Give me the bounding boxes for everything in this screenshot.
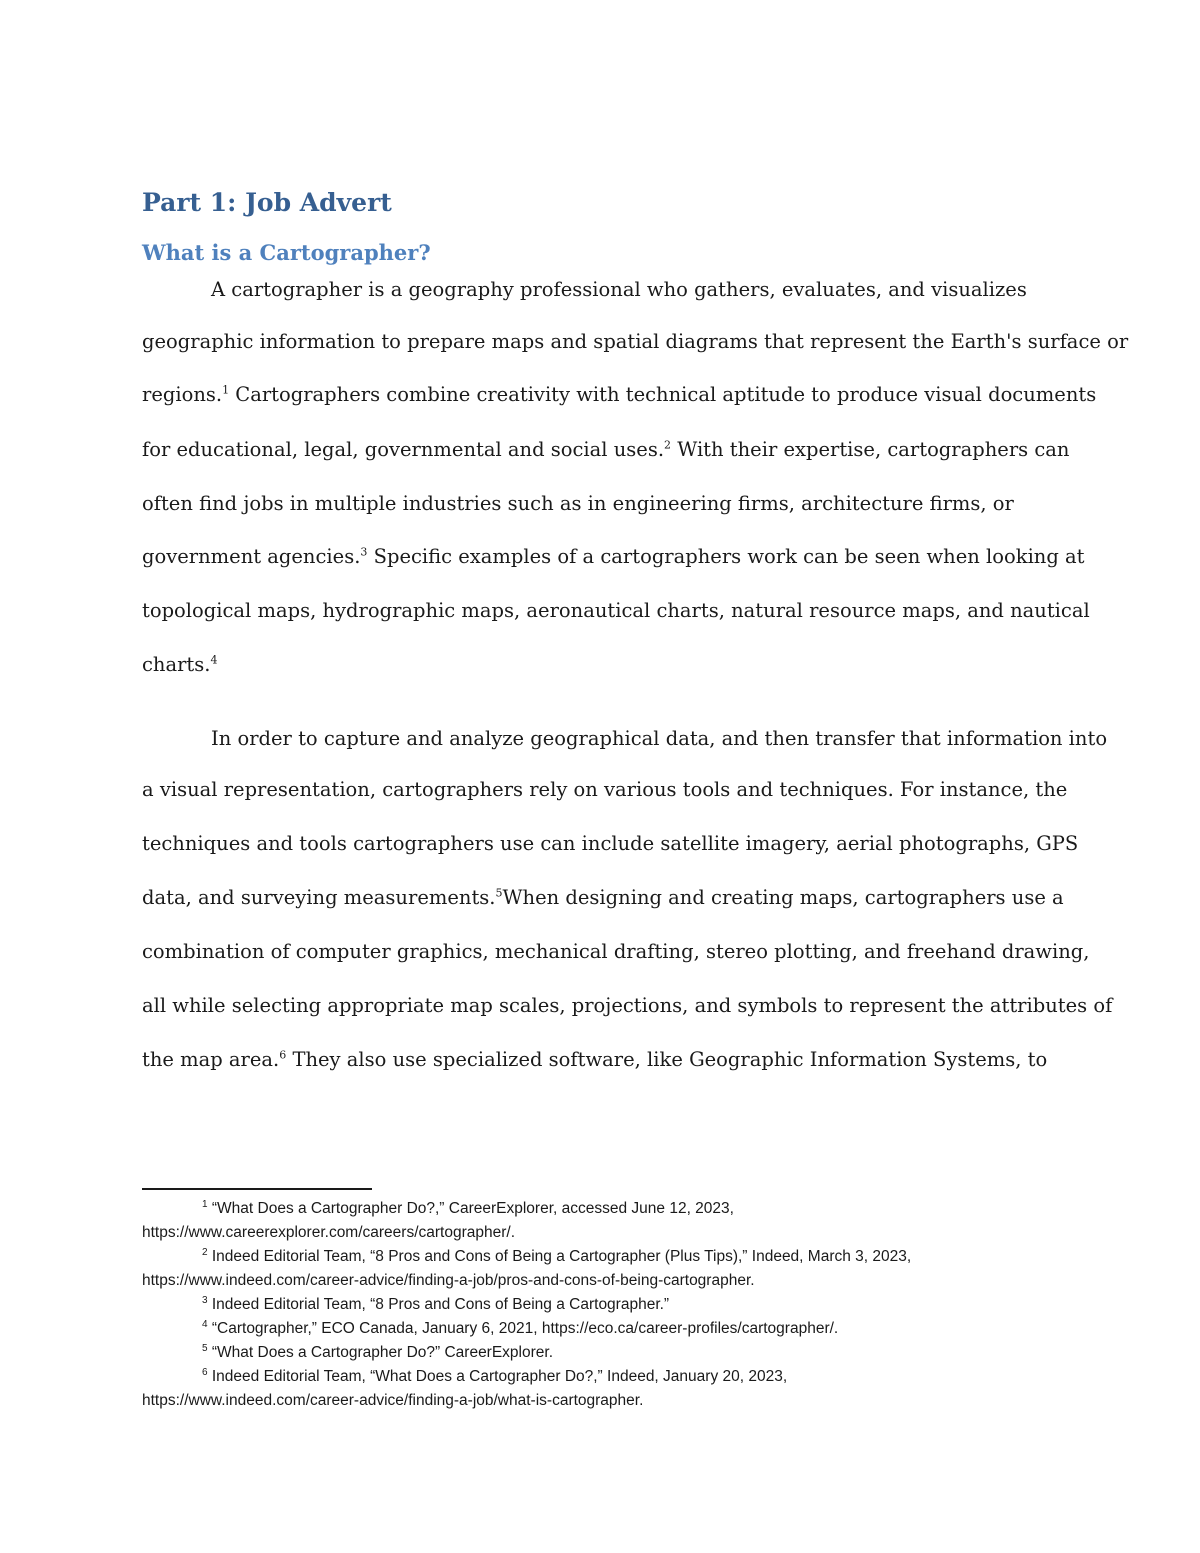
footnote-5	[202, 1343, 553, 1363]
footnote-ref-2[interactable]: 2	[664, 438, 672, 452]
text-run: the map area.	[142, 1048, 280, 1071]
paragraph-2-line-3: techniques and tools cartographers use can include satellite imagery, aerial photographs, GPS	[142, 832, 1079, 855]
footnote-ref-5[interactable]: 5	[495, 886, 503, 900]
footnote-ref-3[interactable]: 3	[360, 545, 368, 559]
footnote-ref-6[interactable]: 6	[279, 1048, 287, 1062]
text-run: With their expertise, cartographers can	[671, 438, 1070, 461]
footnote-separator	[142, 1188, 372, 1190]
text-run: Specific examples of a cartographers work can be seen when looking at	[367, 545, 1085, 568]
paragraph-1-line-5: often find jobs in multiple industries such as in engineering firms, architecture firms, or	[142, 492, 1014, 515]
footnote-ref-1[interactable]: 1	[222, 383, 230, 397]
footnote-mark-3: 3	[202, 1294, 208, 1306]
section-heading: What is a Cartographer?	[142, 240, 431, 265]
footnote-mark-6: 6	[202, 1366, 208, 1378]
text-run: Indeed Editorial Team, “What Does a Cartographer Do?,” Indeed, January 20, 2023,	[207, 1368, 788, 1385]
paragraph-2-line-2: a visual representation, cartographers rely on various tools and techniques. For instance, the	[142, 778, 1068, 801]
text-run: “What Does a Cartographer Do?,” CareerExplorer, accessed June 12, 2023,	[207, 1200, 734, 1217]
paragraph-1-line-8	[142, 651, 217, 679]
footnote-mark-2: 2	[202, 1246, 208, 1258]
paragraph-2-line-5: combination of computer graphics, mechanical drafting, stereo plotting, and freehand drawing,	[142, 940, 1090, 963]
text-run: “What Does a Cartographer Do?” CareerExplorer.	[207, 1344, 554, 1361]
text-run: Indeed Editorial Team, “8 Pros and Cons of Being a Cartographer (Plus Tips),” Indeed, March 3, 2023,	[207, 1248, 912, 1265]
footnote-ref-4[interactable]: 4	[210, 653, 218, 667]
footnote-6-line-2[interactable]: https://www.indeed.com/career-advice/finding-a-job/what-is-cartographer.	[142, 1392, 644, 1409]
text-run: regions.	[142, 383, 223, 406]
paragraph-2-line-1: In order to capture and analyze geographical data, and then transfer that information into	[211, 727, 1108, 750]
paragraph-1-line-2: geographic information to prepare maps and spatial diagrams that represent the Earth's surface or	[142, 330, 1129, 353]
text-run: charts.	[142, 653, 211, 676]
footnote-6-line-1	[202, 1367, 787, 1387]
paragraph-2-line-7	[142, 1046, 1047, 1074]
paragraph-2-line-6: all while selecting appropriate map scales, projections, and symbols to represent the attributes of	[142, 994, 1113, 1017]
paragraph-1-line-6	[142, 543, 1085, 571]
paragraph-1-line-3	[142, 381, 1096, 409]
paragraph-1-line-7: topological maps, hydrographic maps, aeronautical charts, natural resource maps, and nautical	[142, 599, 1090, 622]
text-run: When designing and creating maps, cartographers use a	[502, 886, 1064, 909]
part-heading: Part 1: Job Advert	[142, 188, 392, 217]
text-run: for educational, legal, governmental and social uses.	[142, 438, 665, 461]
footnote-2-line-1	[202, 1247, 911, 1267]
paragraph-2-line-4	[142, 884, 1064, 912]
text-run: They also use specialized software, like Geographic Information Systems, to	[286, 1048, 1048, 1071]
footnote-4	[202, 1319, 838, 1339]
footnote-mark-4: 4	[202, 1318, 208, 1330]
footnote-mark-5: 5	[202, 1342, 208, 1354]
footnote-3	[202, 1295, 669, 1315]
footnote-1-line-2[interactable]: https://www.careerexplorer.com/careers/cartographer/.	[142, 1224, 516, 1241]
text-run: government agencies.	[142, 545, 361, 568]
footnote-mark-1: 1	[202, 1198, 208, 1210]
paragraph-1-line-4	[142, 436, 1069, 464]
text-run: Cartographers combine creativity with technical aptitude to produce visual documents	[229, 383, 1097, 406]
paragraph-1-line-1: A cartographer is a geography professional who gathers, evaluates, and visualizes	[211, 278, 1027, 301]
footnote-2-line-2[interactable]: https://www.indeed.com/career-advice/finding-a-job/pros-and-cons-of-being-cartographer.	[142, 1272, 755, 1289]
text-run: Indeed Editorial Team, “8 Pros and Cons of Being a Cartographer.”	[207, 1296, 670, 1313]
text-run: “Cartographer,” ECO Canada, January 6, 2021, https://eco.ca/career-profiles/cartographer/.	[207, 1320, 839, 1337]
footnote-1-line-1	[202, 1199, 734, 1219]
text-run: data, and surveying measurements.	[142, 886, 496, 909]
